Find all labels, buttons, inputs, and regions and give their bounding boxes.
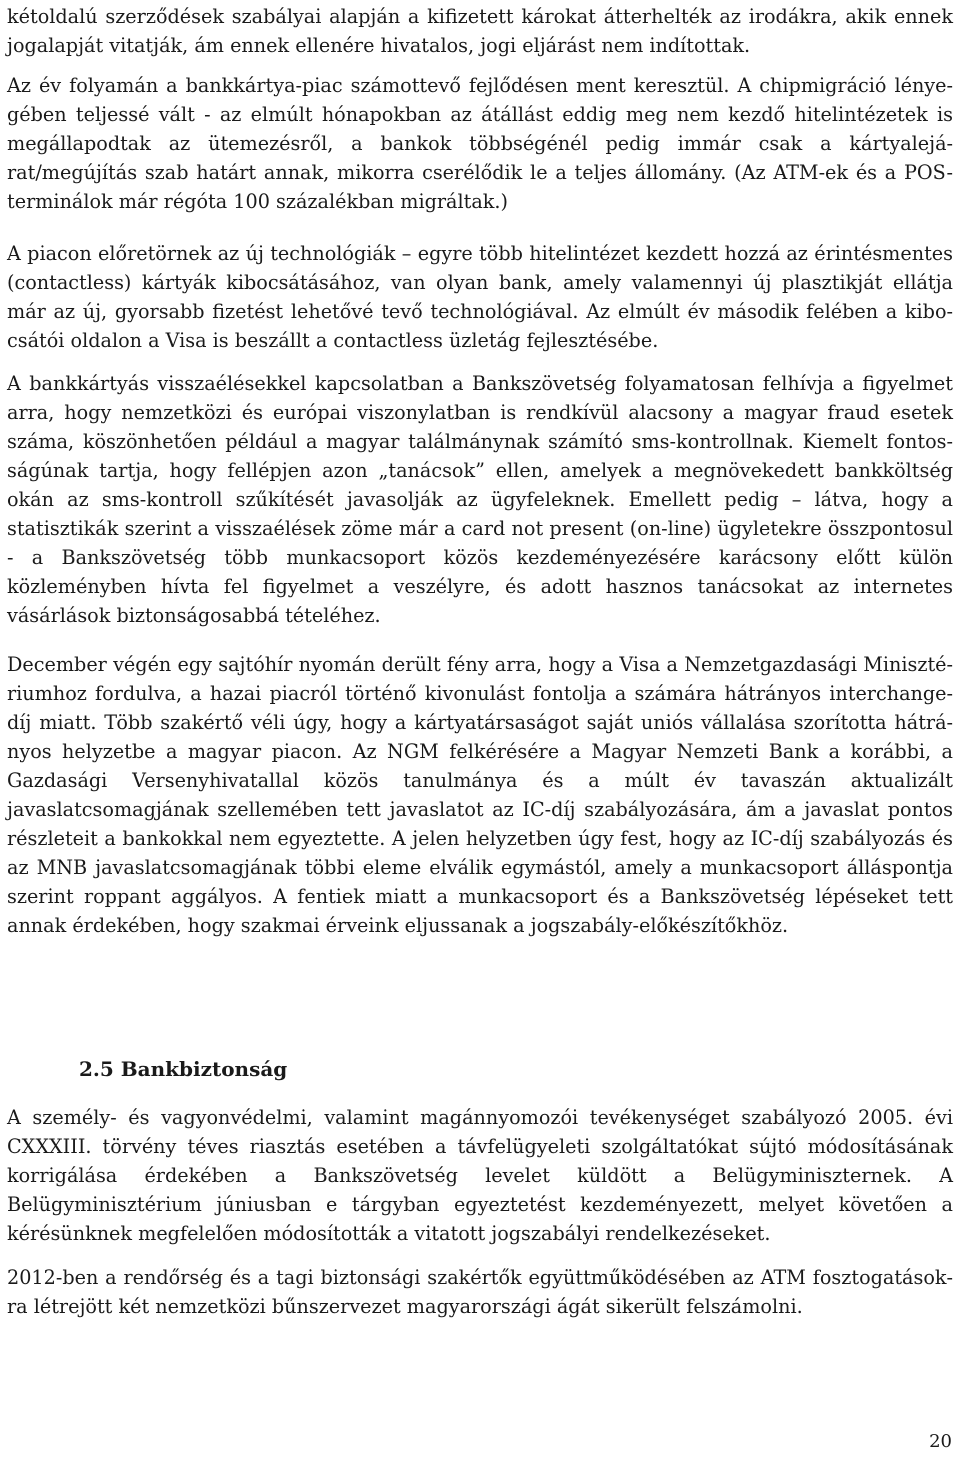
paragraph-false-alarm-law: A személy- és vagyonvédelmi, valamint magánnyomozói tevékenységet szabályozó 2005. évi CXXXIII. törvény téves riasztás esetében a távfelügyeleti szolgáltatókat sújtó módosításának korrigálása érdekében a Bankszövetség levelet küldött a Belügyminiszternek. A Belügyminisztérium júniusban e tárgyban egyeztetést kezdeményezett, melyet követően a kérésünknek megfelelően módosították a vitatott jogszabályi rendelkezéseket.	[7, 1106, 953, 1245]
page-number: 20	[929, 1431, 952, 1452]
section-heading: 2.5 Bankbiztonság	[79, 1057, 288, 1081]
paragraph-interchange-fee: December végén egy sajtóhír nyomán derült fény arra, hogy a Visa a Nemzetgazdasági Minisztériumhoz fordulva, a hazai piacról történő kivonulást fontolja a számára hátrányos interchange-díj miatt. Több szakértő véli úgy, hogy a kártyatársaságot saját uniós vállalása szorította hátrányos helyzetbe a magyar piacon. Az NGM felkérésére a Magyar Nemzeti Bank a korábbi, a Gazdasági Versenyhivatallal közös tanulmánya és a múlt év tavaszán aktualizált javaslatcsomagjának szellemében tett javaslatot az IC-díj szabályozására, ám a javaslat pontos részleteit a bankokkal nem egyeztette. A jelen helyzetben úgy fest, hogy az IC-díj szabályozás és az MNB javaslatcsomagjának többi eleme elválik egymástól, amely a munkacsoport álláspontja szerint roppant aggályos. A fentiek miatt a munkacsoport és a Bankszövetség lépéseket tett annak érdekében, hogy szakmai érveink eljussanak a jogszabály-előkészítőkhöz.	[7, 653, 953, 937]
paragraph-card-market: Az év folyamán a bankkártya-piac számottevő fejlődésen ment keresztül. A chipmigráció lényegében teljessé vált - az elmúlt hónapokban az átállást eddig meg nem kezdő hitelintézetek is megállapodtak az ütemezésről, a bankok többségénél pedig immár csak a kártyalejárat/megújítás szab határt annak, mikorra cserélődik le a teljes állomány. (Az ATM-ek és a POS-terminálok már régóta 100 százalékban migráltak.)	[7, 74, 953, 213]
paragraph-travel-agencies: kétoldalú szerződések szabályai alapján a kifizetett károkat átterhelték az irodákra, akik ennek jogalapját vitatják, ám ennek ellenére hivatalos, jogi eljárást nem indítottak.	[7, 5, 953, 57]
paragraph-card-fraud: A bankkártyás visszaélésekkel kapcsolatban a Bankszövetség folyamatosan felhívja a figyelmet arra, hogy nemzetközi és európai viszonylatban is rendkívül alacsony a magyar fraud esetek száma, köszönhetően például a magyar találmánynak számító sms-kontrollnak. Kiemelt fontosságúnak tartja, hogy fellépjen azon „tanácsok” ellen, amelyek a megnövekedett bankköltség okán az sms-kontroll szűkítését javasolják az ügyfeleknek. Emellett pedig – látva, hogy a statisztikák szerint a visszaélések zöme már a card not present (on-line) ügyletekre összpontosul - a Bankszövetség több munkacsoport közös kezdeményezésére karácsony előtt külön közleményben hívta fel figyelmet a veszélyre, és adott hasznos tanácsokat az internetes vásárlások biztonságosabbá tételéhez.	[7, 372, 953, 627]
paragraph-atm-crime: 2012-ben a rendőrség és a tagi biztonsági szakértők együttműködésében az ATM fosztogatásokra létrejött két nemzetközi bűnszervezet magyarországi ágát sikerült felszámolni.	[7, 1266, 953, 1318]
paragraph-contactless: A piacon előretörnek az új technológiák – egyre több hitelintézet kezdett hozzá az érintésmentes (contactless) kártyák kibocsátásához, van olyan bank, amely valamennyi új plasztikját ellátja már az új, gyorsabb fizetést lehetővé tevő technológiával. Az elmúlt év második felében a kibocsátói oldalon a Visa is beszállt a contactless üzletág fejlesztésébe.	[7, 242, 953, 352]
